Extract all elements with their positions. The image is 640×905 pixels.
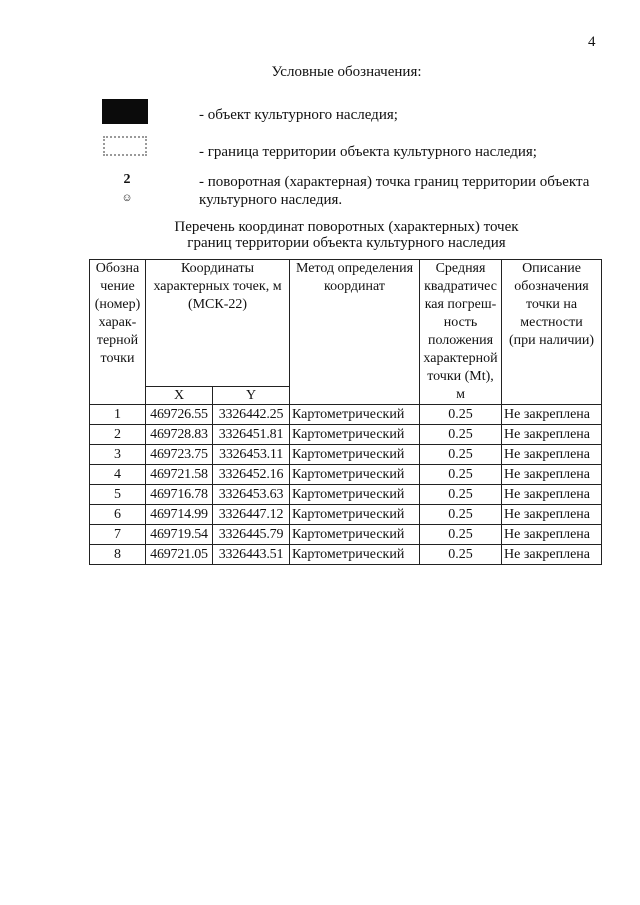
header-point-designation: Обозна чение (номер) харак- терной точки: [90, 260, 146, 405]
cell-x: 469726.55: [146, 405, 213, 425]
cell-method: Картометрический: [290, 405, 420, 425]
cell-x: 469721.58: [146, 465, 213, 485]
cell-y: 3326443.51: [213, 545, 290, 565]
cell-y: 3326453.63: [213, 485, 290, 505]
page-number: 4: [588, 34, 596, 50]
header-description: Описание обозначения точки на местности (при наличии): [502, 260, 602, 405]
cell-x: 469723.75: [146, 445, 213, 465]
cell-method: Картометрический: [290, 505, 420, 525]
dotted-rectangle-icon: [103, 136, 147, 156]
legend-title: Условные обозначения:: [271, 64, 422, 80]
table-row: [90, 545, 602, 565]
cell-y: 3326445.79: [213, 525, 290, 545]
cell-x: 469728.83: [146, 425, 213, 445]
table-row: [90, 405, 602, 425]
cell-method: Картометрический: [290, 425, 420, 445]
cell-description: Не закреплена: [502, 405, 602, 425]
cell-point-number: 6: [90, 505, 146, 525]
table-heading-line-1: Перечень координат поворотных (характерных) точек: [174, 219, 519, 235]
cell-mt: 0.25: [420, 425, 502, 445]
cell-x: 469719.54: [146, 525, 213, 545]
header-error: Средняя квадратичес кая погреш- ность положения характерной точки (Mt), м: [420, 260, 502, 405]
legend-text-heritage-object: - объект культурного наследия;: [199, 107, 398, 123]
table-row: [90, 525, 602, 545]
cell-method: Картометрический: [290, 465, 420, 485]
cell-method: Картометрический: [290, 485, 420, 505]
header-y: Y: [213, 387, 290, 405]
cell-point-number: 3: [90, 445, 146, 465]
cell-description: Не закреплена: [502, 485, 602, 505]
coordinates-table: [89, 259, 602, 565]
table-heading-line-2: границ территории объекта культурного наследия: [187, 235, 506, 251]
cell-mt: 0.25: [420, 545, 502, 565]
cell-description: Не закреплена: [502, 505, 602, 525]
cell-point-number: 2: [90, 425, 146, 445]
point-marker-number: 2: [123, 172, 131, 187]
point-marker-icon: [115, 172, 139, 205]
table-row: [90, 505, 602, 525]
cell-description: Не закреплена: [502, 545, 602, 565]
table-heading: [0, 219, 640, 251]
table-row: [90, 445, 602, 465]
header-method: Метод определения координат: [290, 260, 420, 405]
cell-description: Не закреплена: [502, 525, 602, 545]
table-row: [90, 465, 602, 485]
cell-mt: 0.25: [420, 505, 502, 525]
cell-y: 3326452.16: [213, 465, 290, 485]
table-row: [90, 425, 602, 445]
header-row: [90, 260, 602, 387]
cell-mt: 0.25: [420, 445, 502, 465]
legend-text-territory-border: - граница территории объекта культурного наследия;: [199, 144, 537, 160]
cell-y: 3326442.25: [213, 405, 290, 425]
point-marker-glyph: ☺: [121, 192, 133, 204]
table-row: [90, 485, 602, 505]
cell-method: Картометрический: [290, 545, 420, 565]
cell-description: Не закреплена: [502, 425, 602, 445]
cell-y: 3326453.11: [213, 445, 290, 465]
cell-point-number: 7: [90, 525, 146, 545]
legend-text-turning-point: - поворотная (характерная) точка границ территории объекта культурного наследия.: [199, 174, 590, 208]
header-x: X: [146, 387, 213, 405]
cell-point-number: 1: [90, 405, 146, 425]
cell-mt: 0.25: [420, 405, 502, 425]
cell-method: Картометрический: [290, 445, 420, 465]
black-rectangle-icon: [102, 99, 148, 124]
cell-point-number: 5: [90, 485, 146, 505]
cell-mt: 0.25: [420, 525, 502, 545]
cell-point-number: 8: [90, 545, 146, 565]
header-coordinates: Координаты характерных точек, м (МСК-22): [146, 260, 290, 387]
cell-mt: 0.25: [420, 465, 502, 485]
cell-point-number: 4: [90, 465, 146, 485]
cell-x: 469714.99: [146, 505, 213, 525]
cell-y: 3326447.12: [213, 505, 290, 525]
cell-description: Не закреплена: [502, 465, 602, 485]
cell-x: 469721.05: [146, 545, 213, 565]
cell-mt: 0.25: [420, 485, 502, 505]
cell-x: 469716.78: [146, 485, 213, 505]
cell-y: 3326451.81: [213, 425, 290, 445]
cell-method: Картометрический: [290, 525, 420, 545]
cell-description: Не закреплена: [502, 445, 602, 465]
